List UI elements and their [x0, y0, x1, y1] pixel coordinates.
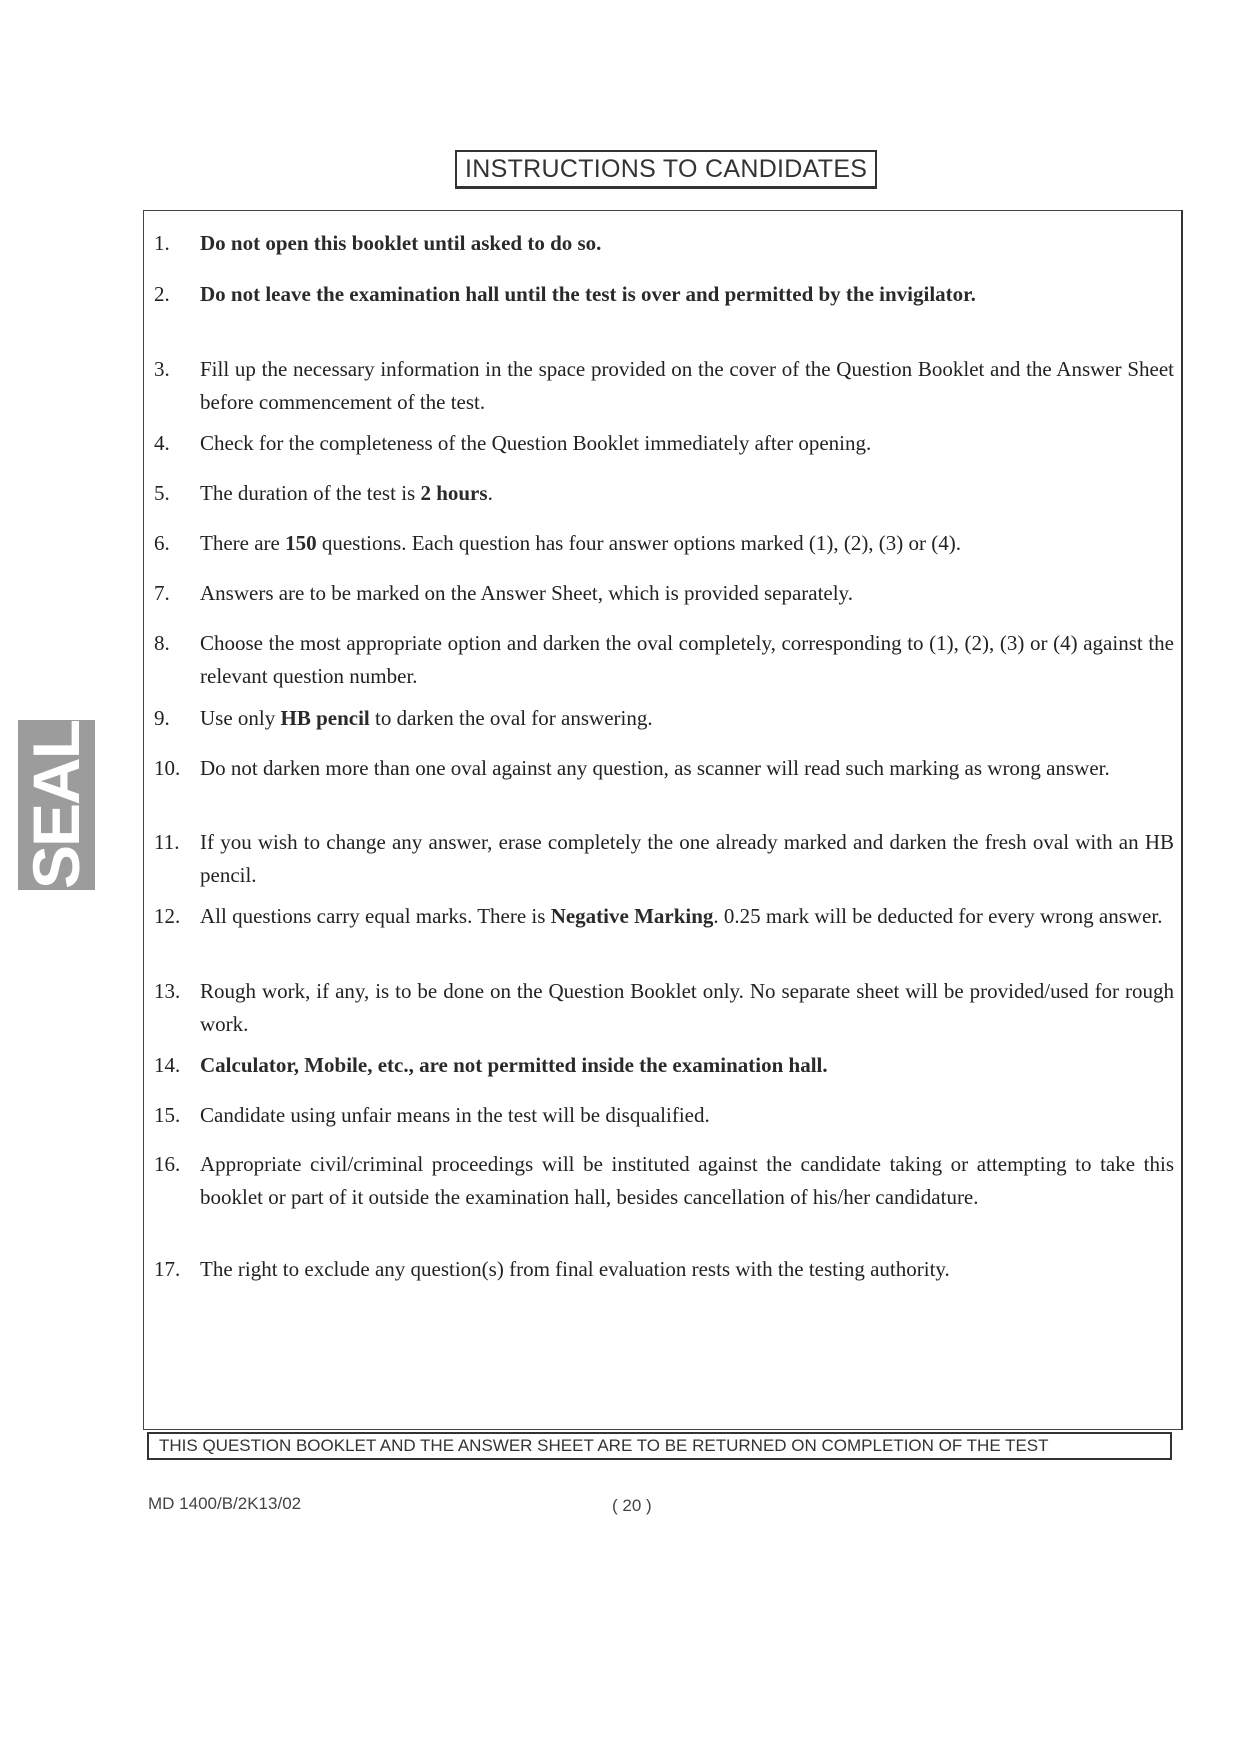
instruction-number: 17. [154, 1257, 181, 1281]
instruction-number: 11. [154, 830, 180, 854]
instruction-text [200, 427, 1174, 460]
instruction-number: 15. [154, 1103, 181, 1127]
instruction-bold-text: Negative Marking [550, 904, 714, 928]
instruction-text [200, 227, 1174, 260]
instruction-text-run: Rough work, if any, is to be done on the Question Booklet only. No separate sheet will be provided/used for rough work. [200, 979, 1174, 1036]
instruction-text-run: Do not darken more than one oval against any question, as scanner will read such marking as wrong answer. [200, 756, 1110, 780]
instruction-number: 6. [154, 531, 170, 555]
instruction-number: 1. [154, 231, 170, 255]
instruction-text-run: Use only [200, 706, 281, 730]
instruction-text-run: The duration of the test is [200, 481, 421, 505]
instruction-text [200, 1049, 1174, 1082]
instruction-text-run: Fill up the necessary information in the space provided on the cover of the Question Booklet and the Answer Sheet before commencement of the test. [200, 357, 1174, 414]
seal-stamp [18, 720, 95, 890]
instruction-text-run: Candidate using unfair means in the test will be disqualified. [200, 1103, 710, 1127]
instruction-text-run: questions. Each question has four answer options marked (1), (2), (3) or (4). [316, 531, 962, 555]
instruction-text [200, 1148, 1174, 1214]
instruction-bold-text: HB pencil [280, 706, 370, 730]
seal-stamp-graphic [18, 720, 95, 890]
page-title: INSTRUCTIONS TO CANDIDATES [455, 150, 877, 189]
instruction-number: 13. [154, 979, 181, 1003]
instruction-text-run: . 0.25 mark will be deducted for every wrong answer. [713, 904, 1163, 928]
instruction-text [200, 477, 1174, 510]
instruction-text-run: Answers are to be marked on the Answer Sheet, which is provided separately. [200, 581, 853, 605]
instruction-text-run: All questions carry equal marks. There is [200, 904, 551, 928]
instruction-text [200, 826, 1174, 892]
instruction-number: 3. [154, 357, 170, 381]
instruction-text [200, 527, 1174, 560]
instruction-text-run: Appropriate civil/criminal proceedings will be instituted against the candidate taking or attempting to take this booklet or part of it outside the examination hall, besides cancellation of his/her candidature. [200, 1152, 1174, 1209]
instruction-text-run: Choose the most appropriate option and darken the oval completely, corresponding to (1), (2), (3) or (4) against the relevant question number. [200, 631, 1174, 688]
instruction-text [200, 900, 1174, 933]
instruction-number: 7. [154, 581, 170, 605]
instruction-text-run: Check for the completeness of the Question Booklet immediately after opening. [200, 431, 872, 455]
instruction-number: 9. [154, 706, 170, 730]
instruction-bold-text: Do not open this booklet until asked to do so. [200, 231, 602, 255]
instruction-number: 8. [154, 631, 170, 655]
instruction-number: 14. [154, 1053, 181, 1077]
instruction-bold-text: Calculator, Mobile, etc., are not permitted inside the examination hall. [200, 1053, 828, 1077]
instruction-bold-text: Do not leave the examination hall until the test is over and permitted by the invigilator. [200, 282, 976, 306]
instruction-bold-text: 150 [285, 531, 317, 555]
instruction-text [200, 752, 1174, 785]
instruction-number: 16. [154, 1152, 181, 1176]
instruction-text-run: If you wish to change any answer, erase completely the one already marked and darken the fresh oval with an HB pencil. [200, 830, 1174, 887]
instruction-number: 5. [154, 481, 170, 505]
instruction-number: 12. [154, 904, 181, 928]
instruction-text [200, 1253, 1174, 1286]
seal-text: SEAL [19, 720, 93, 890]
return-notice: THIS QUESTION BOOKLET AND THE ANSWER SHEET ARE TO BE RETURNED ON COMPLETION OF THE TEST [147, 1432, 1172, 1460]
instruction-text-run: The right to exclude any question(s) from final evaluation rests with the testing authority. [200, 1257, 950, 1281]
instruction-text [200, 627, 1174, 693]
instruction-number: 2. [154, 282, 170, 306]
booklet-code: MD 1400/B/2K13/02 [148, 1494, 302, 1513]
instruction-text [200, 975, 1174, 1041]
instruction-number: 4. [154, 431, 170, 455]
instruction-text [200, 702, 1174, 735]
instruction-text-run: . [487, 481, 493, 505]
instruction-text [200, 353, 1174, 419]
instruction-bold-text: 2 hours [420, 481, 488, 505]
instruction-text [200, 278, 1174, 311]
instruction-text-run: to darken the oval for answering. [369, 706, 653, 730]
instruction-number: 10. [154, 756, 181, 780]
instruction-text [200, 577, 1174, 610]
instruction-text-run: There are [200, 531, 286, 555]
instruction-text [200, 1099, 1174, 1132]
instructions-box [143, 210, 1183, 1430]
page-number: ( 20 ) [612, 1496, 652, 1515]
